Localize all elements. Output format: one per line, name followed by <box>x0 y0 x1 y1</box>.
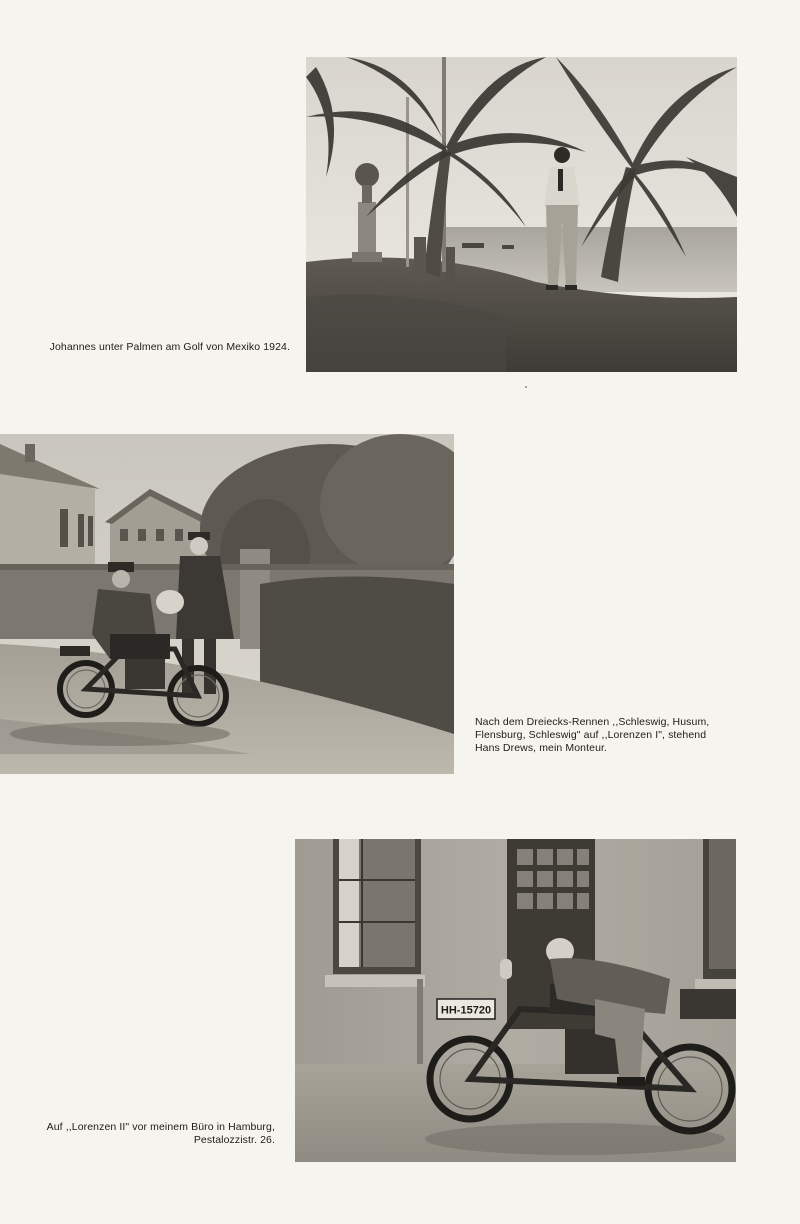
caption-office-line-1: Auf ,,Lorenzen II" vor meinem Büro in Hamburg, <box>46 1121 275 1133</box>
photo-motorcycle-lorenzen-1 <box>0 434 454 774</box>
caption-race-line-2: Flensburg, Schleswig" auf ,,Lorenzen I", stehend <box>475 729 707 741</box>
caption-office <box>20 1121 275 1147</box>
number-plate-text: HH-15720 <box>440 1004 492 1017</box>
caption-palms-text: Johannes unter Palmen am Golf von Mexiko 1924. <box>49 341 290 353</box>
paper-speck <box>525 386 527 388</box>
caption-race <box>475 716 775 755</box>
photo-palms-gulf-of-mexico <box>306 57 737 372</box>
caption-race-line-1: Nach dem Dreiecks-Rennen ,,Schleswig, Husum, <box>475 716 710 728</box>
palms-photo-image <box>306 57 737 372</box>
caption-race-line-3: Hans Drews, mein Monteur. <box>475 742 608 754</box>
caption-palms <box>30 341 290 354</box>
caption-office-line-2: Pestalozzistr. 26. <box>193 1134 275 1146</box>
race-photo-image <box>0 434 454 774</box>
photo-motorcycle-lorenzen-2 <box>295 839 736 1162</box>
office-photo-image <box>295 839 736 1162</box>
